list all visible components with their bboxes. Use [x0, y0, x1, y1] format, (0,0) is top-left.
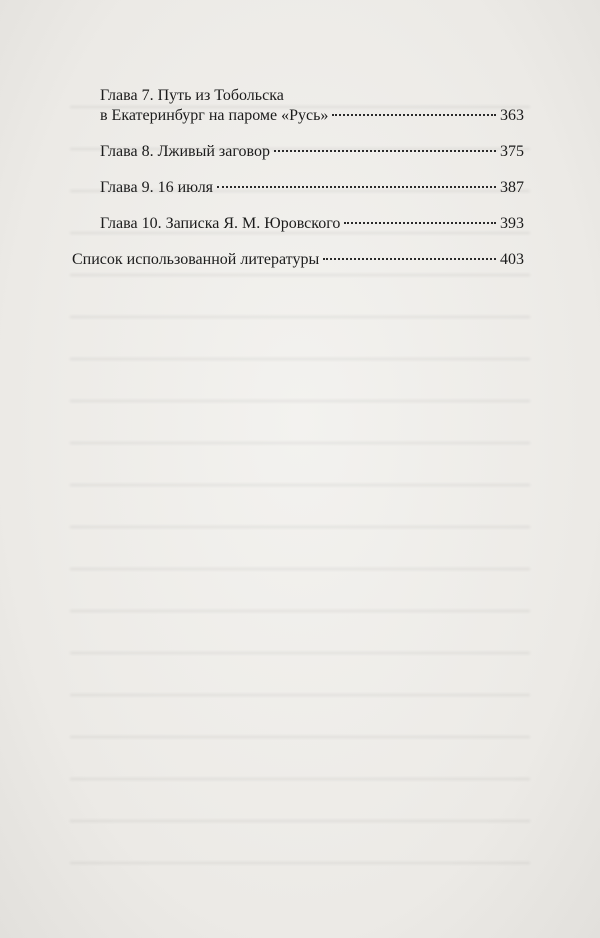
toc-entry-title: Глава 7. Путь из Тобольска	[100, 87, 284, 104]
toc-entry-title-cont: в Екатеринбург на пароме «Русь»	[100, 107, 329, 124]
toc-entry-chapter-8	[72, 142, 524, 162]
toc-entry-bibliography	[72, 250, 524, 270]
toc-entry-title: Глава 8. Лживый заговор	[100, 143, 270, 160]
toc-entry-chapter-9	[72, 178, 524, 198]
dot-leader	[274, 150, 496, 152]
toc-entry-chapter-7	[72, 86, 524, 126]
toc-page-number: 403	[500, 251, 524, 268]
toc-entry-line	[72, 106, 524, 126]
dot-leader	[332, 114, 496, 116]
table-of-contents	[72, 86, 524, 286]
toc-page-number: 393	[500, 215, 524, 232]
toc-entry-title: Список использованной литературы	[72, 251, 320, 268]
toc-entry-chapter-10	[72, 214, 524, 234]
dot-leader	[344, 222, 496, 224]
dot-leader	[323, 258, 496, 260]
toc-entry-title: Глава 10. Записка Я. М. Юровского	[100, 215, 341, 232]
toc-page-number: 387	[500, 179, 524, 196]
dot-leader	[217, 186, 496, 188]
toc-page-number: 363	[500, 107, 524, 124]
toc-entry-title: Глава 9. 16 июля	[100, 179, 214, 196]
toc-page-number: 375	[500, 143, 524, 160]
